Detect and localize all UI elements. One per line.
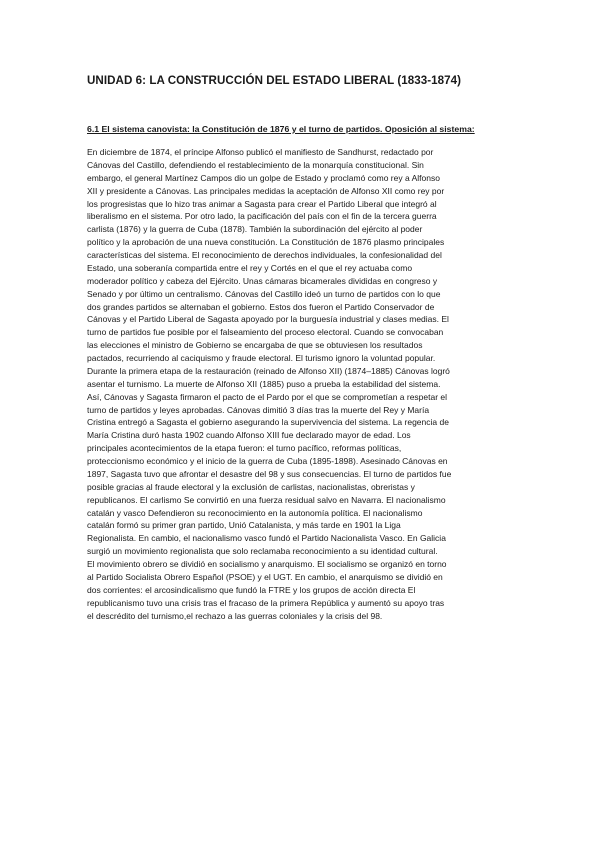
body-paragraph	[87, 146, 527, 622]
text-line: Cánovas del Castillo, defendiendo el restablecimiento de la monarquía constitucional. Sin	[87, 159, 424, 170]
text-line: carlista (1876) y la guerra de Cuba (1878). También la subordinación del ejército al poder	[87, 224, 423, 235]
text-line: las elecciones el ministro de Gobierno se encargaba de que se obtuviesen los resultados	[87, 340, 423, 351]
text-line: embargo, el general Martínez Campos dio un golpe de Estado y proclamó como rey a Alfonso	[87, 172, 440, 183]
text-line: surgió un movimiento regionalista que solo reclamaba reconocimiento a su identidad cultural.	[87, 546, 438, 557]
text-line: posible gracias al fraude electoral y la exclusión de carlistas, nacionalistas, obreristas y	[87, 481, 415, 492]
section-heading: 6.1 El sistema canovista: la Constitución de 1876 y el turno de partidos. Oposición al sistema:	[87, 124, 475, 134]
text-line: Durante la primera etapa de la restauración (reinado de Alfonso XII) (1874–1885) Cánovas logró	[87, 365, 450, 376]
text-line: Estado, una soberanía compartida entre el rey y Cortés en el que el rey actuaba como	[87, 262, 413, 273]
text-line: político y la aprobación de una nueva constitución. La Constitución de 1876 plasmo principales	[87, 237, 445, 248]
text-line: dos corrientes: el arcosindicalismo que fundó la FTRE y los grupos de acción directa El	[87, 584, 416, 595]
document-title: UNIDAD 6: LA CONSTRUCCIÓN DEL ESTADO LIBERAL (1833-1874)	[87, 74, 462, 87]
text-line: principales acontecimientos de la etapa fueron: el turno pacífico, reformas políticas,	[87, 443, 402, 454]
text-line: Regionalista. En cambio, el nacionalismo vasco fundó el Partido Nacionalista Vasco. En Galicia	[87, 533, 446, 544]
text-line: Así, Cánovas y Sagasta firmaron el pacto de el Pardo por el que se comprometían a respetar el	[87, 391, 448, 402]
text-line: moderador político y cabeza del Ejército. Unas cámaras bicamerales divididas en congreso y	[87, 275, 438, 286]
text-line: Senado y por último un centralismo. Cánovas del Castillo ideó un turno de partidos con lo que	[87, 288, 441, 299]
text-line: el descrédito del turnismo,el rechazo a las guerras coloniales y la crisis del 98.	[87, 610, 383, 621]
text-line: Cristina entregó a Sagasta el gobierno asegurando la supervivencia del sistema. La regencia de	[87, 417, 449, 428]
text-line: pactados, recurriendo al caciquismo y fraude electoral. El turismo ignoro la voluntad popular.	[87, 353, 436, 363]
text-line: dos grandes partidos se alternaban el gobierno. Estos dos fueron el Partido Conservador de	[87, 301, 435, 312]
text-line: republicanismo tuvo una crisis tras el fracaso de la primera República y aumentó su apoyo tras	[87, 597, 445, 608]
text-line: turno de partidos y leyes aprobadas. Cánovas dimitió 3 días tras la muerte del Rey y María	[87, 404, 430, 415]
text-line: características del sistema. El reconocimiento de derechos individuales, la confesionalidad del	[87, 250, 442, 260]
text-line: catalán formó su primer gran partido, Unió Catalanista, y más tarde en 1901 la Liga	[87, 520, 401, 531]
text-line: liberalismo en el sistema. Por otro lado, la pacificación del país con el fin de la tercera guerra	[87, 211, 437, 222]
text-line: El movimiento obrero se dividió en socialismo y anarquismo. El socialismo se organizó en torno	[87, 559, 447, 569]
text-line: proteccionismo económico y el inicio de la guerra de Cuba (1895-1898). Asesinado Cánovas en	[87, 456, 448, 466]
text-line: republicanos. El carlismo Se convirtió en una fuerza residual salvo en Navarra. El nacionalismo	[87, 494, 446, 505]
text-line: turno de partidos fue posible por el falseamiento del proceso electoral. Cuando se convocaban	[87, 327, 444, 338]
text-line: catalán y vasco Defendieron su reconocimiento en la autonomía política. El nacionalismo	[87, 507, 423, 518]
text-line: XII y presidente a Cánovas. Las principales medidas la aceptación de Alfonso XII como rey por	[87, 185, 445, 196]
text-line: 1897, Sagasta tuvo que afrontar el desastre del 98 y sus consecuencias. El turno de partidos fue	[87, 468, 452, 479]
text-line: Cánovas y el Partido Liberal de Sagasta apoyado por la burguesía industrial y clases medias. El	[87, 314, 449, 325]
text-line: al Partido Socialista Obrero Español (PSOE) y el UGT. En cambio, el anarquismo se dividió en	[87, 571, 443, 582]
text-line: los progresistas que lo hizo tras animar a Sagasta para crear el Partido Liberal que integró al	[87, 198, 437, 209]
text-line: En diciembre de 1874, el príncipe Alfonso publicó el manifiesto de Sandhurst, redactado por	[87, 147, 434, 157]
text-line: asentar el turnismo. La muerte de Alfonso XII (1885) puso a prueba la estabilidad del sistema.	[87, 378, 441, 389]
text-line: María Cristina duró hasta 1902 cuando Alfonso XIII fue declarado mayor de edad. Los	[87, 430, 411, 441]
